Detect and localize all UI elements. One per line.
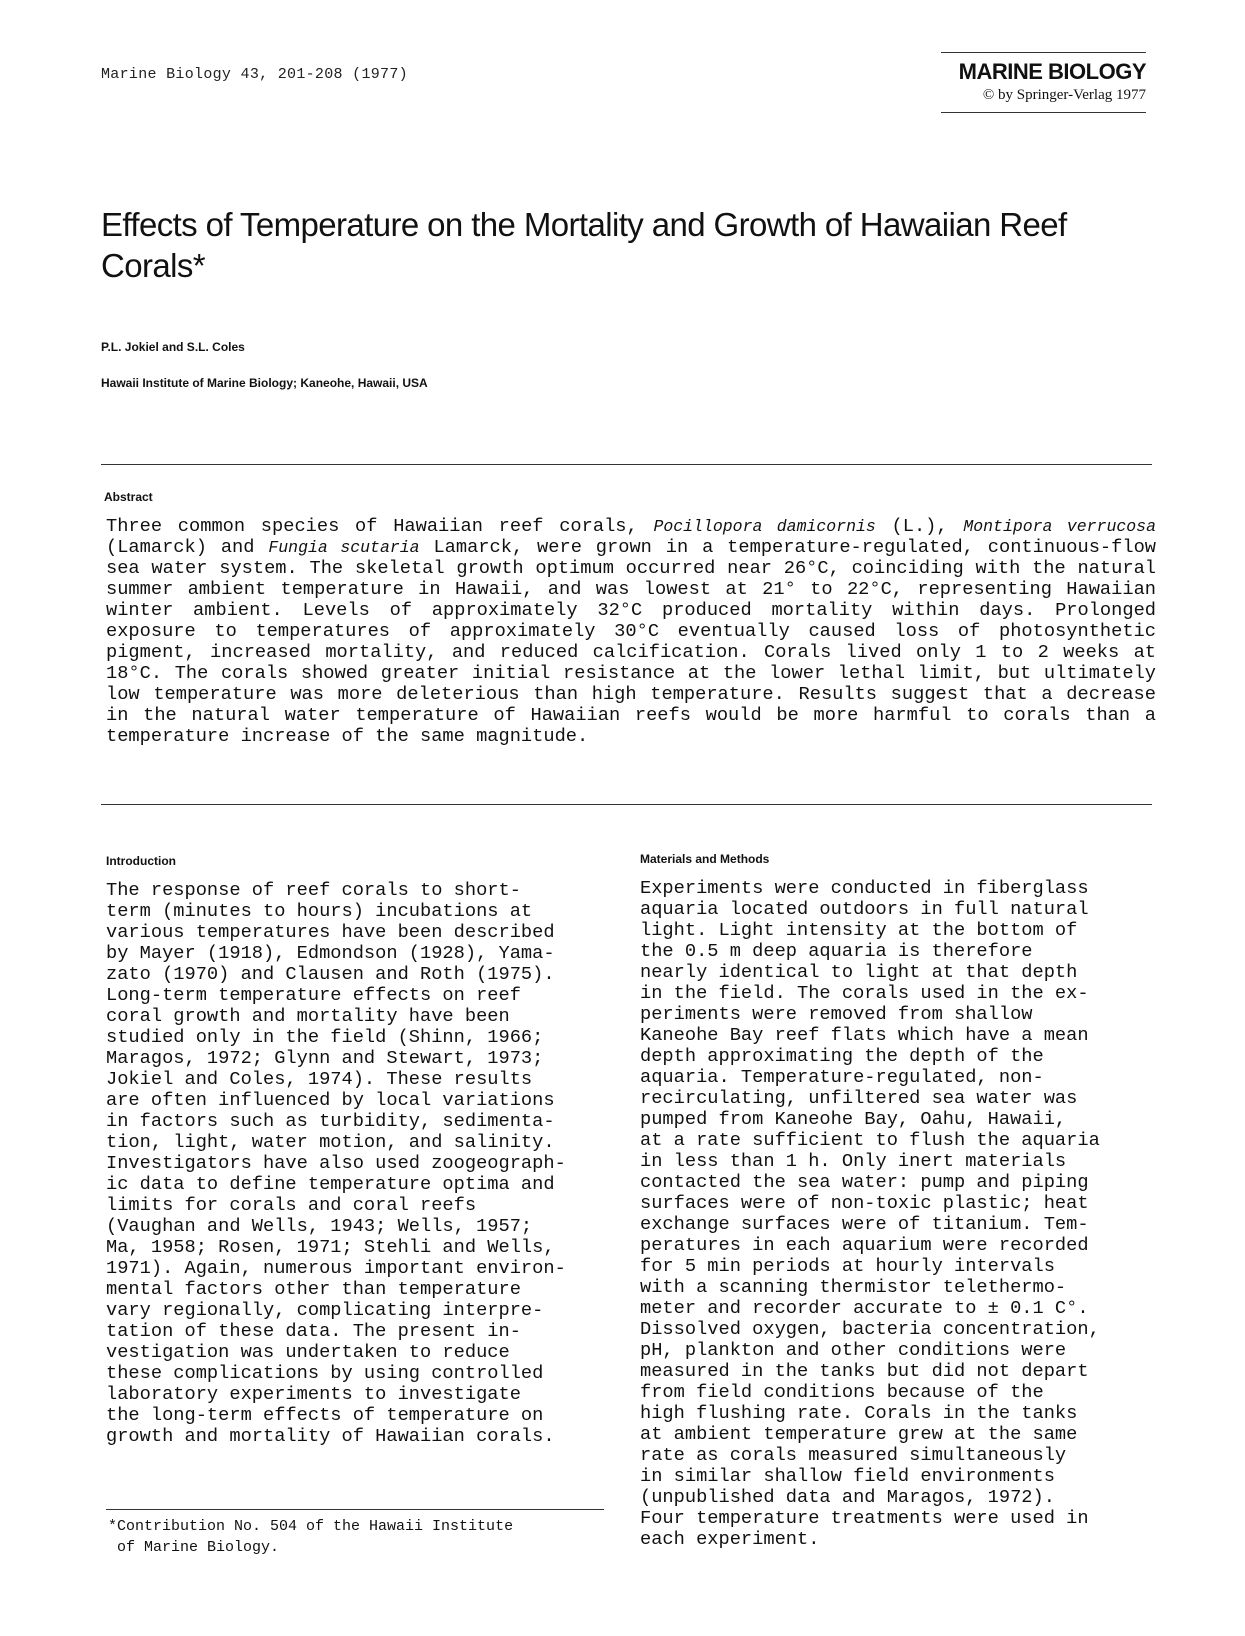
abstract-heading: Abstract — [104, 490, 153, 504]
species-name: Montipora verrucosa — [963, 517, 1156, 536]
methods-heading: Materials and Methods — [640, 852, 770, 866]
article-affiliation: Hawaii Institute of Marine Biology; Kaneohe, Hawaii, USA — [101, 376, 428, 390]
masthead-top-rule — [941, 52, 1146, 53]
abstract-top-rule — [101, 464, 1152, 465]
introduction-body: The response of reef corals to short- term (minutes to hours) incubations at various temperatures have been described by Mayer (1918), Edmondson (1928), Yama- zato (1970) and Clausen and Roth (1975). Long-term temperature effects on reef coral growth and mortality have been studied only in the field (Shinn, 1966; Maragos, 1972; Glynn and Stewart, 1973; Jokiel and Coles, 1974). These results are often influenced by local variations in factors such as turbidity, sedimenta- tion, light, water motion, and salinity. Investigators have also used zoogeograph- ic data to define temperature optima and limits for corals and coral reefs (Vaughan and Wells, 1943; Wells, 1957; Ma, 1958; Rosen, 1971; Stehli and Wells, 1971). Again, numerous important environ- mental factors other than temperature vary regionally, complicating interpre- tation of these data. The present in- vestigation was undertaken to reduce these complications by using controlled laboratory experiments to investigate the long-term effects of temperature on growth and mortality of Hawaiian corals. — [106, 879, 566, 1447]
masthead-bottom-rule — [941, 112, 1146, 113]
methods-body: Experiments were conducted in fiberglass aquaria located outdoors in full natural light. Light intensity at the bottom of the 0.5 m deep aquaria is therefore nearly identical to light at that depth in the field. The corals used in the ex- periments were removed from shallow Kaneohe Bay reef flats which have a mean depth approximating the depth of the aquaria. Temperature-regulated, non- recirculating, unfiltered sea water was pumped from Kaneohe Bay, Oahu, Hawaii, at a rate sufficient to flush the aquaria in less than 1 h. Only inert materials contacted the sea water: pump and piping surfaces were of non-toxic plastic; heat exchange surfaces were of titanium. Tem- peratures in each aquarium were recorded for 5 min periods at hourly intervals with a scanning thermistor telethermo- meter and recorder accurate to ± 0.1 C°. Dissolved oxygen, bacteria concentration, pH, plankton and other conditions were measured in the tanks but did not depart from field conditions because of the high flushing rate. Corals in the tanks at ambient temperature grew at the same rate as corals measured simultaneously in similar shallow field environments (unpublished data and Maragos, 1972). Four temperature treatments were used in each experiment. — [640, 877, 1100, 1550]
species-name: Pocillopora damicornis — [653, 517, 876, 536]
article-title: Effects of Temperature on the Mortality and Growth of Hawaiian Reef Corals* — [101, 206, 1067, 284]
journal-masthead — [941, 52, 1146, 113]
footnote-rule — [106, 1509, 604, 1510]
footnote: *Contribution No. 504 of the Hawaii Institute of Marine Biology. — [108, 1518, 514, 1556]
abstract-text-3: (Lamarck) and — [106, 536, 269, 558]
article-authors: P.L. Jokiel and S.L. Coles — [101, 340, 245, 354]
journal-name: MARINE BIOLOGY — [958, 59, 1146, 84]
abstract-text-2: (L.), — [875, 515, 964, 537]
abstract-body — [106, 516, 1156, 747]
species-name: Fungia scutaria — [268, 538, 420, 557]
abstract-bottom-rule — [101, 804, 1152, 805]
introduction-heading: Introduction — [106, 854, 176, 868]
abstract-text-1: Three common species of Hawaiian reef corals, — [106, 515, 654, 537]
journal-citation: Marine Biology 43, 201-208 (1977) — [101, 66, 408, 83]
abstract-text-4: Lamarck, were grown in a temperature-regulated, continuous-flow sea water system. The skeletal growth optimum occurred near 26°C, coinciding with the natural summer ambient temperature in Hawaii, and was lowest at 21° to 22°C, representing Hawaiian winter ambient. Levels of approximately 32°C produced mortality within days. Prolonged exposure to temperatures of approximately 30°C eventually caused loss of photosynthetic pigment, increased mortality, and reduced calcification. Corals lived only 1 to 2 weeks at 18°C. The corals showed greater initial resistance at the lower lethal limit, but ultimately low temperature was more deleterious than high temperature. Results suggest that a decrease in the natural water temperature of Hawaiian reefs would be more harmful to corals than a temperature increase of the same magnitude. — [106, 536, 1156, 747]
journal-copyright: © by Springer-Verlag 1977 — [982, 87, 1146, 103]
